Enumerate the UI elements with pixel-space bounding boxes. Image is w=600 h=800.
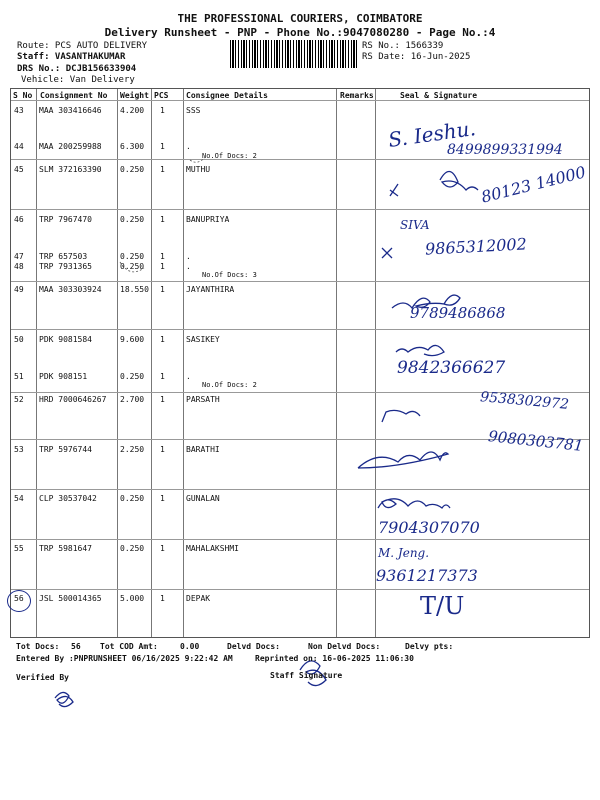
handwritten-mark: T/U bbox=[420, 592, 465, 620]
col-sno: S No bbox=[13, 91, 33, 100]
handwritten-phone: 8499899331994 bbox=[447, 142, 563, 158]
runsheet-subtitle: Delivery Runsheet - PNP - Phone No.:9047080280 - Page No.:4 bbox=[104, 26, 496, 39]
col-pcs: PCS bbox=[154, 91, 169, 100]
col-weight: Weight bbox=[120, 91, 149, 100]
staff-label: Staff: VASANTHAKUMAR bbox=[17, 52, 126, 62]
runsheet-table: S No Consignment No Weight PCS Consignee Details Remarks Seal & Signature 43 MAA 303416646 4.200 1 SSS 44 MAA 200259988 6.300 1 . No.Of Docs: 2 45 SLM 372163390 0.250 1 MUTHU 46 TRP 7967470 0.250 1 BANUPRIYA 47 TRP 657503 0.250 1 . 48 TRP 7931365 0.250 1 . No.Of Docs: 3 49 MAA 303303924 18.550 1 JAYANTHIRA 50 PDK 9081584 9.600 1 SASIKEY 51 PDK 908151 0.250 1 . No.Of Docs: 2 52 HRD 7000646267 2.700 1 PARSATH 53 TRP 5976744 2.250 1 BARATHI 54 CLP 30537042 0.250 1 GUNALAN 55 TRP 5981647 0.250 1 MAHALAKSHMI 56 JSL 500014365 5.000 1 DEPAK bbox=[10, 88, 590, 638]
handwritten-phone: 9538302972 bbox=[479, 389, 570, 413]
tot-docs-label: Tot Docs: bbox=[16, 642, 60, 651]
col-consignee: Consignee Details bbox=[186, 91, 268, 100]
handwritten-name: SIVA bbox=[400, 218, 430, 232]
handwritten-name: M. Jeng. bbox=[378, 546, 430, 560]
docs-count: No.Of Docs: 2 bbox=[202, 152, 257, 160]
company-title: THE PROFESSIONAL COURIERS, COIMBATORE bbox=[177, 12, 423, 25]
rs-number: RS No.: 1566339 bbox=[362, 41, 444, 51]
vehicle-label: Vehicle: Van Delivery bbox=[21, 75, 135, 85]
non-delivered-docs-label: Non Delvd Docs: bbox=[308, 642, 381, 651]
tot-docs-value: 56 bbox=[71, 642, 81, 651]
delivered-docs-label: Delvd Docs: bbox=[227, 642, 280, 651]
handwritten-phone: 9789486868 bbox=[410, 304, 506, 322]
rs-date: RS Date: 16-Jun-2025 bbox=[362, 52, 471, 62]
docs-count: No.Of Docs: 3 bbox=[202, 271, 257, 279]
tot-cod-label: Tot COD Amt: bbox=[100, 642, 158, 651]
delivery-points-label: Delvy pts: bbox=[405, 642, 454, 651]
barcode bbox=[230, 40, 357, 68]
reprinted-on: Reprinted on: 16-06-2025 11:06:30 bbox=[255, 654, 414, 663]
tot-cod-value: 0.00 bbox=[180, 642, 200, 651]
entered-by: Entered By :PNPRUNSHEET 06/16/2025 9:22:42 AM bbox=[16, 654, 233, 663]
verified-by-label: Verified By bbox=[16, 673, 69, 682]
docs-count: No.Of Docs: 2 bbox=[202, 381, 257, 389]
staff-signature-label: Staff Signature bbox=[270, 671, 343, 680]
handwritten-phone: 9842366627 bbox=[397, 358, 506, 378]
handwritten-phone: 9865312002 bbox=[424, 234, 528, 259]
circled-serial-mark bbox=[7, 590, 31, 612]
col-seal-signature: Seal & Signature bbox=[400, 91, 478, 100]
handwritten-phone: 9080303781 bbox=[487, 427, 585, 455]
col-remarks: Remarks bbox=[340, 91, 374, 100]
route-label: Route: PCS AUTO DELIVERY bbox=[17, 41, 148, 51]
handwritten-phone: 80123 14000 bbox=[479, 162, 588, 207]
drs-number: DRS No.: DCJB156633904 bbox=[17, 64, 137, 74]
handwritten-name: S. Ieshu. bbox=[386, 116, 478, 152]
col-consignment: Consignment No bbox=[40, 91, 108, 100]
handwritten-phone: 9361217373 bbox=[376, 566, 478, 585]
handwritten-phone: 7904307070 bbox=[378, 518, 480, 537]
